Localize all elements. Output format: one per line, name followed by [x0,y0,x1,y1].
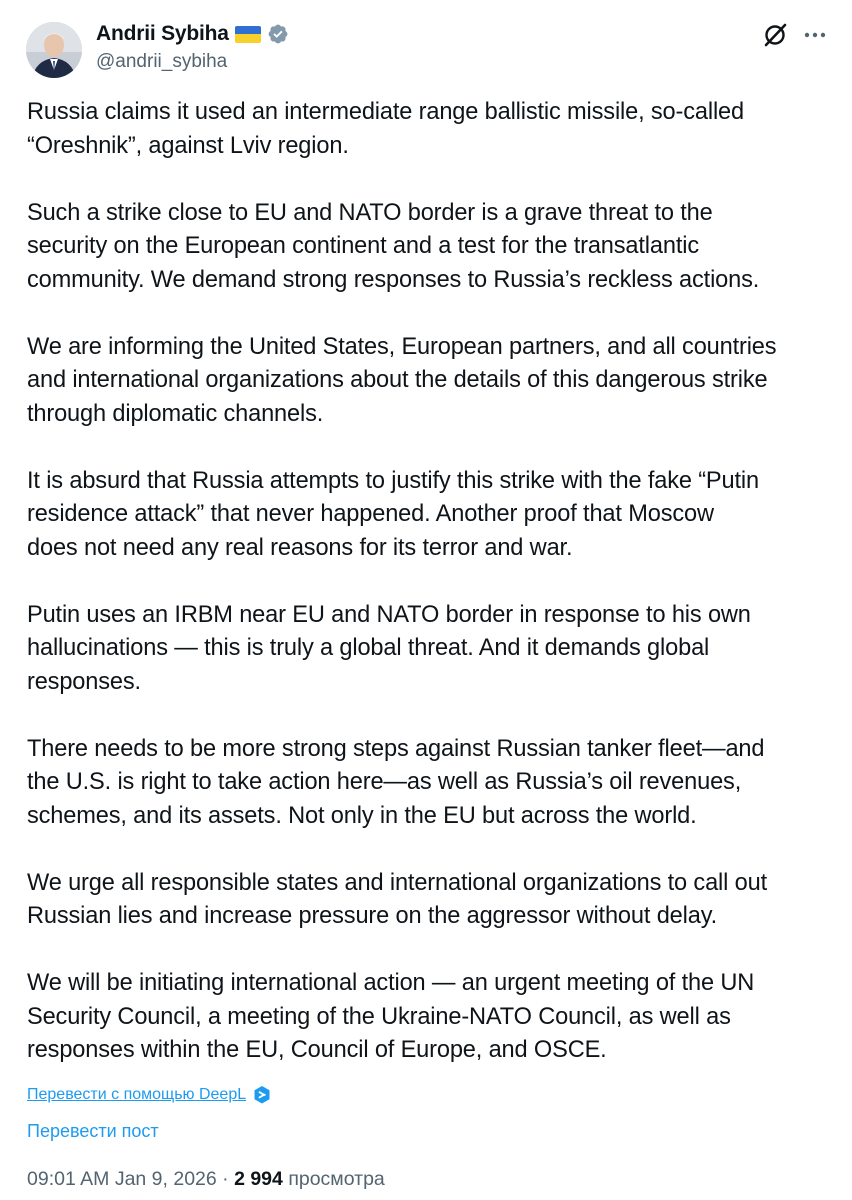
verified-badge-icon [267,23,289,45]
grok-icon[interactable] [760,20,790,50]
post-text [27,96,827,1068]
post-paragraph: We urge all responsible states and international organizations to call out Russian lies and increase pressure on the aggressor without delay. [27,869,767,929]
post-paragraph: We will be initiating international action — an urgent meeting of the UN Security Council, a meeting of the Ukraine-NATO Council, as well as responses within the EU, Council of Europe, and OSCE. [27,970,755,1063]
author-avatar[interactable] [26,22,82,78]
post-paragraph: Russia claims it used an intermediate range ballistic missile, so-called “Oreshnik”, against Lviv region. [27,99,744,159]
views-count: 2 994 [234,1168,283,1190]
author-name-row [96,20,289,48]
meta-separator: · [222,1168,229,1190]
translate-post-link[interactable]: Перевести пост [27,1121,159,1141]
author-display-name[interactable]: Andrii Sybiha [96,22,229,45]
deepl-icon [252,1085,272,1105]
post-meta [27,1168,385,1191]
post-paragraph: There needs to be more strong steps against Russian tanker fleet—and the U.S. is right to take action here—as well as Russia’s oil revenues, schemes, and its assets. Not only in the EU but across the world. [27,735,765,829]
post-paragraph: It is absurd that Russia attempts to justify this strike with the fake “Putin residence attack” that never happened. Another proof that Moscow does not need any real reasons for its terror and war. [27,467,759,561]
post-paragraph: We are informing the United States, European partners, and all countries and international organizations about the details of this dangerous strike through diplomatic channels. [27,333,777,427]
ukraine-flag-icon [235,26,261,43]
post-date[interactable]: Jan 9, 2026 [114,1168,217,1190]
author-handle[interactable]: @andrii_sybiha [96,51,228,72]
post-paragraph: Such a strike close to EU and NATO border is a grave threat to the security on the European continent and a test for the transatlantic community. We demand strong responses to Russia’s reckless actions. [27,199,760,293]
post-paragraph: Putin uses an IRBM near EU and NATO border in response to his own hallucinations — this is truly a global threat. And it demands global responses. [27,601,751,695]
deepl-translate-link[interactable] [27,1085,272,1105]
views-label: просмотра [288,1168,385,1190]
deepl-link-label: Перевести с помощью DeepL [27,1086,247,1103]
more-options-icon[interactable] [800,20,830,50]
post-time[interactable]: 09:01 AM [27,1168,110,1190]
